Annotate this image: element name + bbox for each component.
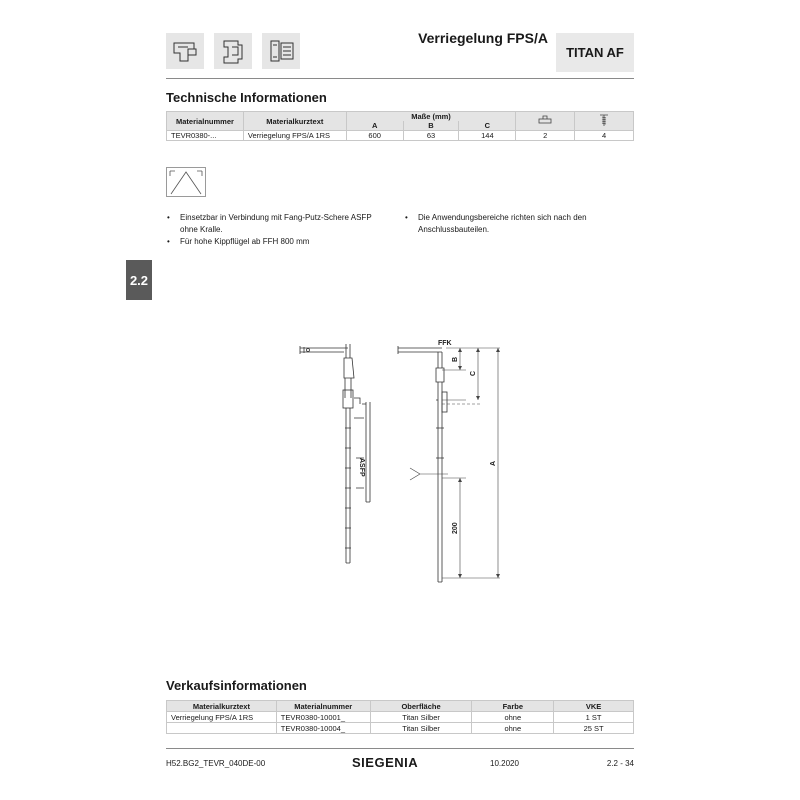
page-title: Verriegelung FPS/A — [418, 30, 548, 46]
col-header-materialnummer: Materialnummer — [276, 701, 370, 712]
sales-info-heading: Verkaufsinformationen — [166, 678, 307, 693]
page-number: 2.2 - 34 — [606, 759, 634, 768]
list-item: • Die Anwendungsbereiche richten sich nach den Anschlussbauteilen. — [404, 212, 614, 236]
tech-info-table — [166, 111, 634, 141]
screw-icon — [575, 112, 634, 131]
col-header-materialkurztext: Materialkurztext — [167, 701, 277, 712]
col-header-c: C — [459, 121, 516, 131]
table-row: TEVR0380-... Verriegelung FPS/A 1RS 600 63 144 2 4 — [167, 131, 634, 141]
tilt-window-icon — [166, 167, 206, 197]
bullet-list-right — [404, 212, 614, 236]
label-c: C — [470, 370, 477, 376]
col-header-oberflaeche: Oberfläche — [370, 701, 472, 712]
col-header-a: A — [346, 121, 403, 131]
col-header-b: B — [403, 121, 459, 131]
col-header-materialkurztext: Materialkurztext — [243, 112, 346, 131]
label-ffk: FFK — [438, 340, 452, 347]
doc-date: 10.2020 — [490, 759, 519, 768]
label-b: B — [452, 356, 459, 362]
window-profile-icon-3 — [262, 33, 300, 69]
window-profile-icon-2 — [214, 33, 252, 69]
label-a: A — [490, 460, 497, 466]
locking-part-right — [398, 346, 447, 582]
locking-part-left — [300, 344, 370, 563]
doc-code: H52.BG2_TEVR_040DE-00 — [166, 759, 266, 768]
chapter-tab: 2.2 — [126, 260, 152, 300]
col-header-farbe: Farbe — [472, 701, 554, 712]
col-header-masse: Maße (mm) — [346, 112, 516, 122]
label-200: 200 — [452, 522, 459, 534]
brand-logo: SIEGENIA — [352, 755, 419, 770]
footer-divider — [166, 748, 634, 749]
col-header-materialnummer: Materialnummer — [167, 112, 244, 131]
col-header-vke: VKE — [554, 701, 634, 712]
label-asfp: ASFP — [358, 458, 365, 477]
table-row: Verriegelung FPS/A 1RS TEVR0380-10001_ Titan Silber ohne 1 ST — [167, 712, 634, 723]
bullet-list-left — [166, 212, 391, 248]
tech-info-heading: Technische Informationen — [166, 90, 327, 105]
window-profile-icon-1 — [166, 33, 204, 69]
list-item: • Einsetzbar in Verbindung mit Fang-Putz-Schere ASFP ohne Kralle. — [166, 212, 391, 236]
table-row: TEVR0380-10004_ Titan Silber ohne 25 ST — [167, 723, 634, 734]
list-item: • Für hohe Kippflügel ab FFH 800 mm — [166, 236, 391, 248]
product-line-badge: TITAN AF — [556, 33, 634, 72]
header-divider — [166, 78, 634, 79]
technical-drawing — [290, 338, 510, 588]
hinge-part-icon — [516, 112, 575, 131]
sales-info-table — [166, 700, 634, 734]
